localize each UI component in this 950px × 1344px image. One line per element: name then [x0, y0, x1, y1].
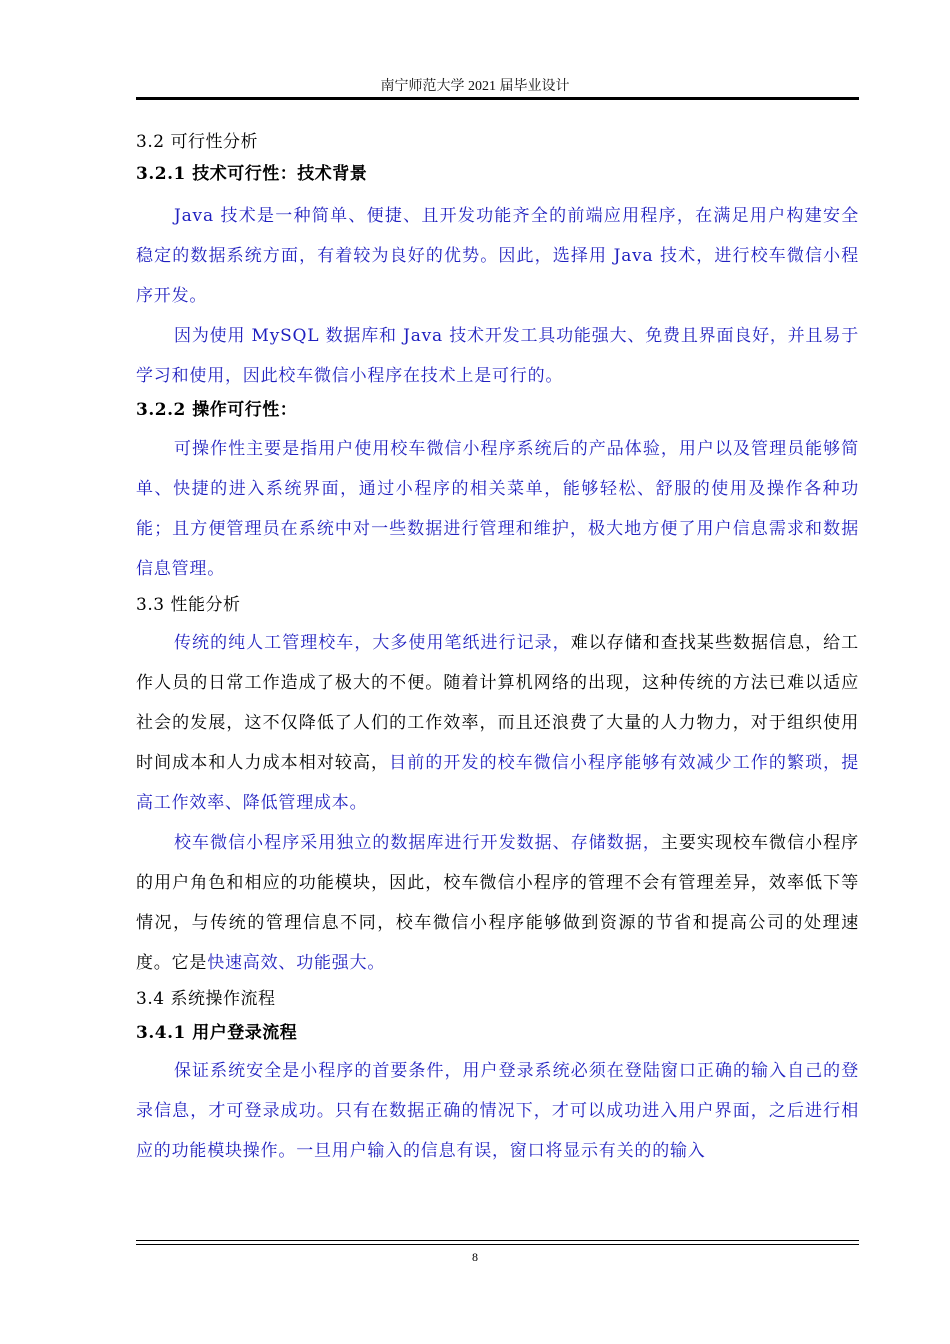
document-body: [136, 132, 859, 1171]
section-heading-3-2-2: 3.2.2 操作可行性：: [136, 400, 298, 420]
section-heading-3-2-1: 3.2.1 技术可行性：技术背景: [136, 164, 368, 184]
text-span-black: 难以存储和查找某些数据信息，给工作人员的日常工作造成了极大的不便。随着计算机网络的出现，这种传统的方法已难以适应社会的发展，这不仅降低了人们的工作效率，而且还浪费了大量的人力物力，对于组织使用时间成本和人力成本相对较高，: [136, 633, 859, 773]
paragraph-login-flow: 保证系统安全是小程序的首要条件，用户登录系统必须在登陆窗口正确的输入自己的登录信息，才可登录成功。只有在数据正确的情况下，才可以成功进入用户界面，之后进行相应的功能模块操作。一旦用户输入的信息有误，窗口将显示有关的的输入: [136, 1061, 859, 1161]
text-span-blue: 目前的开发的校车微信小程序能够有效减少工作的繁琐，提高工作效率、降低管理成本。: [136, 753, 859, 813]
header-rule: [136, 97, 859, 100]
paragraph-database: [136, 823, 859, 983]
text-span-blue: 快速高效、功能强大。: [207, 953, 386, 973]
paragraph-performance: [136, 623, 859, 823]
footer-rule-bottom: [136, 1244, 859, 1245]
text-span-black: 主要实现校车微信小程序的用户角色和相应的功能模块，因此，校车微信小程序的管理不会有管理差异，效率低下等情况，与传统的管理信息不同，校车微信小程序能够做到资源的节省和提高公司的处理速度。它是: [136, 833, 859, 973]
page-header-title: 南宁师范大学 2021 届毕业设计: [380, 79, 570, 94]
paragraph-operability: 可操作性主要是指用户使用校车微信小程序系统后的产品体验，用户以及管理员能够简单、快捷的进入系统界面，通过小程序的相关菜单，能够轻松、舒服的使用及操作各种功能；且方便管理员在系统中对一些数据进行管理和维护，极大地方便了用户信息需求和数据信息管理。: [136, 439, 859, 579]
section-heading-3-4: 3.4 系统操作流程: [136, 989, 276, 1009]
paragraph-java-tech: Java 技术是一种简单、便捷、且开发功能齐全的前端应用程序，在满足用户构建安全稳定的数据系统方面，有着较为良好的优势。因此，选择用 Java 技术，进行校车微信小程序开发。: [136, 206, 859, 306]
text-span-blue: 校车微信小程序采用独立的数据库进行开发数据、存储数据，: [174, 833, 661, 853]
text-span-blue: 传统的纯人工管理校车，大多使用笔纸进行记录，: [174, 633, 571, 653]
page-number: 8: [472, 1250, 478, 1264]
section-heading-3-3: 3.3 性能分析: [136, 595, 241, 615]
paragraph-mysql-java: 因为使用 MySQL 数据库和 Java 技术开发工具功能强大、免费且界面良好，并且易于学习和使用，因此校车微信小程序在技术上是可行的。: [136, 326, 859, 386]
footer-rule-top: [136, 1240, 859, 1241]
section-heading-3-2: 3.2 可行性分析: [136, 132, 258, 152]
section-heading-3-4-1: 3.4.1 用户登录流程: [136, 1023, 298, 1043]
